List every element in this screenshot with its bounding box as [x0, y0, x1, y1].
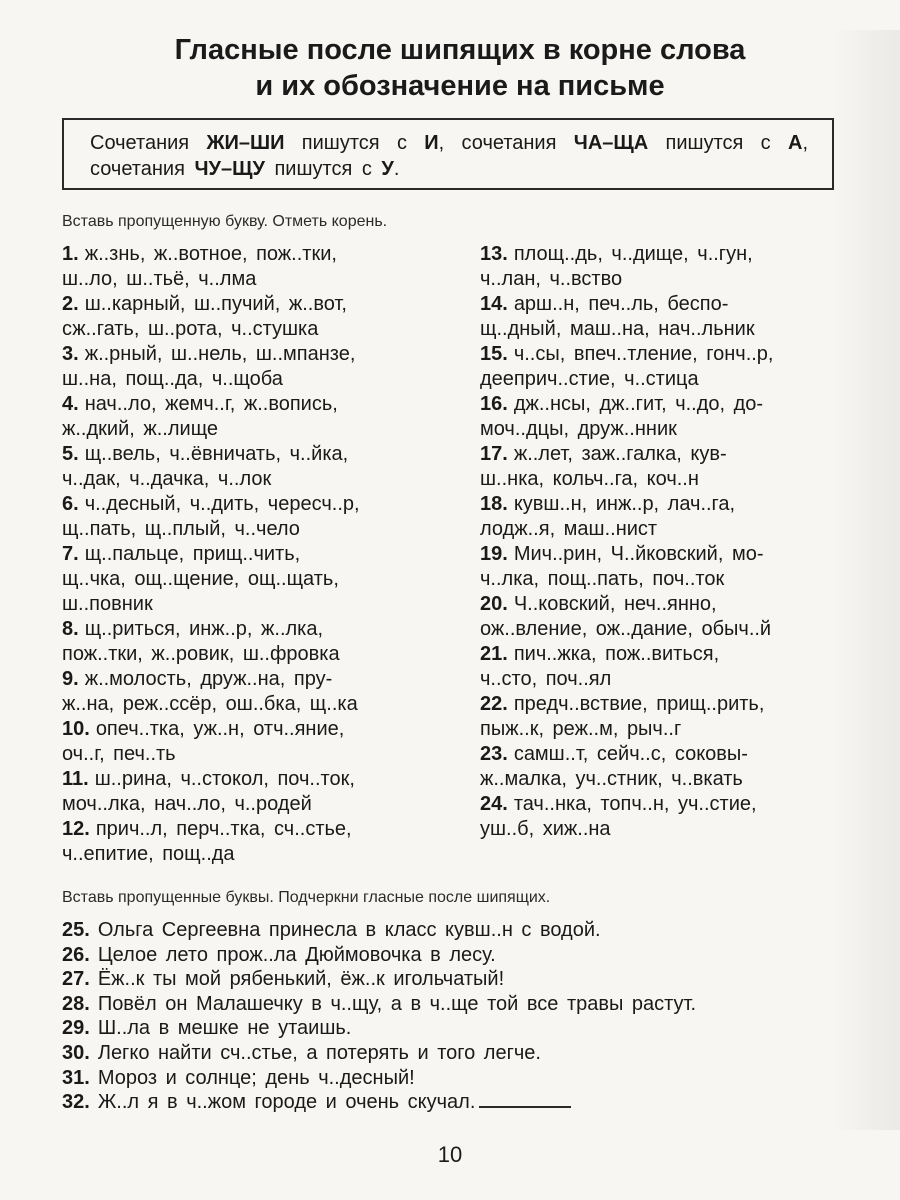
exercise-line: [62, 367, 444, 392]
exercise-text: пыж..к, реж..м, рыч..г: [480, 718, 682, 740]
exercise-text: ж..рный, ш..нель, ш..мпанзе,: [84, 343, 356, 365]
exercise-number: 21.: [480, 643, 508, 665]
exercise-line: [480, 567, 850, 592]
exercise-line: [62, 842, 444, 867]
exercise-line: [62, 792, 444, 817]
exercise-number: 5.: [62, 443, 79, 465]
exercise-line: [480, 317, 850, 342]
exercise-number: 13.: [480, 243, 508, 265]
exercise-number: 11.: [62, 768, 89, 790]
exercise-item: [62, 292, 444, 342]
exercise-text: уш..б, хиж..на: [480, 818, 611, 840]
exercise-text: ч..десный, ч..дить, чересч..р,: [84, 493, 360, 515]
sentence-item: [62, 918, 862, 943]
exercise-line: [62, 592, 444, 617]
exercise-item: [62, 767, 444, 817]
exercise-line: [62, 392, 444, 417]
sentence-number: 30.: [62, 1041, 90, 1064]
exercise-number: 19.: [480, 543, 508, 565]
exercise-column-left: [62, 242, 444, 867]
exercise-number: 20.: [480, 593, 508, 615]
sentence-text: Повёл он Малашечку в ч..щу, а в ч..ще той все травы растут.: [97, 992, 697, 1015]
exercise-item: [62, 342, 444, 392]
exercise-item: [480, 692, 850, 742]
rule-text: пишутся с: [284, 132, 425, 154]
sentence-number: 25.: [62, 919, 90, 941]
exercise-item: [62, 242, 444, 292]
exercise-line: [62, 767, 444, 792]
page-title-line-2: и их обозначение на письме: [255, 70, 665, 102]
exercise-text: щ..чка, ощ..щение, ощ..щать,: [62, 568, 339, 590]
sentence-item: [62, 967, 862, 992]
rule-text: пишутся с: [264, 158, 382, 180]
exercise-line: [480, 592, 850, 617]
exercise-text: ш..ло, ш..тьё, ч..лма: [62, 268, 257, 290]
exercise-text: щ..пальце, прищ..чить,: [84, 543, 301, 565]
exercise-text: щ..вель, ч..ёвничать, ч..йка,: [84, 443, 349, 465]
exercise-number: 17.: [480, 443, 508, 465]
exercise-item: [62, 542, 444, 617]
exercise-text: ш..на, пощ..да, ч..щоба: [62, 368, 283, 390]
exercise-line: [480, 642, 850, 667]
exercise-line: [62, 317, 444, 342]
exercise-line: [480, 517, 850, 542]
sentence-number: 28.: [62, 992, 90, 1015]
instruction-fill-letters-underline: Вставь пропущенные буквы. Подчеркни гласные после шипящих.: [62, 889, 551, 906]
exercise-line: [480, 717, 850, 742]
exercise-text: щ..риться, инж..р, ж..лка,: [84, 618, 324, 640]
exercise-line: [480, 542, 850, 567]
rule-letter-a: А: [788, 132, 803, 154]
exercise-number: 9.: [62, 668, 79, 690]
exercise-line: [62, 492, 444, 517]
exercise-text: самш..т, сейч..с, соковы-: [513, 743, 748, 765]
exercise-text: тач..нка, топч..н, уч..стие,: [513, 793, 757, 815]
instruction-fill-letter: Вставь пропущенную букву. Отметь корень.: [62, 213, 388, 230]
exercise-column-right: [480, 242, 850, 842]
exercise-line: [62, 342, 444, 367]
exercise-text: дееприч..стие, ч..стица: [480, 368, 699, 390]
exercise-line: [62, 292, 444, 317]
exercise-item: [480, 642, 850, 692]
exercise-line: [62, 417, 444, 442]
exercise-item: [62, 492, 444, 542]
exercise-line: [62, 242, 444, 267]
sentence-text: Ж..л я в ч..жом городе и очень скучал.: [97, 1091, 476, 1114]
sentence-item: [62, 1016, 862, 1041]
exercise-number: 1.: [62, 243, 79, 265]
exercise-item: [62, 717, 444, 767]
exercise-item: [62, 617, 444, 667]
exercise-line: [480, 817, 850, 842]
exercise-line: [480, 667, 850, 692]
exercise-text: опеч..тка, уж..н, отч..яние,: [95, 718, 345, 740]
exercise-text: ож..вление, ож..дание, обыч..й: [480, 618, 772, 640]
exercise-number: 24.: [480, 793, 508, 815]
exercise-text: ш..повник: [62, 593, 153, 615]
sentence-exercises: [62, 918, 862, 1115]
exercise-item: [480, 442, 850, 492]
exercise-line: [480, 392, 850, 417]
exercise-number: 2.: [62, 293, 79, 315]
sentence-number: 32.: [62, 1091, 90, 1114]
exercise-line: [480, 342, 850, 367]
exercise-number: 10.: [62, 718, 90, 740]
exercise-text: сж..гать, ш..рота, ч..стушка: [62, 318, 319, 340]
exercise-text: щ..пать, щ..плый, ч..чело: [62, 518, 300, 540]
exercise-line: [62, 617, 444, 642]
answer-underline: [479, 1092, 571, 1108]
exercise-line: [480, 367, 850, 392]
exercise-line: [62, 742, 444, 767]
sentence-number: 29.: [62, 1017, 90, 1040]
exercise-line: [480, 792, 850, 817]
exercise-number: 14.: [480, 293, 508, 315]
exercise-line: [480, 242, 850, 267]
exercise-line: [62, 667, 444, 692]
exercise-text: ш..карный, ш..пучий, ж..вот,: [84, 293, 347, 315]
exercise-item: [62, 442, 444, 492]
sentence-item: [62, 1041, 862, 1066]
exercise-number: 16.: [480, 393, 508, 415]
exercise-text: ж..на, реж..ссёр, ош..бка, щ..ка: [62, 693, 358, 715]
exercise-line: [480, 417, 850, 442]
rule-text: пишутся с: [648, 132, 789, 154]
exercise-line: [480, 767, 850, 792]
exercise-text: прич..л, перч..тка, сч..стье,: [95, 818, 352, 840]
exercise-item: [62, 392, 444, 442]
exercise-text: ч..дак, ч..дачка, ч..лок: [62, 468, 272, 490]
exercise-line: [62, 517, 444, 542]
exercise-line: [480, 292, 850, 317]
rule-text: , сочетания: [90, 132, 809, 180]
exercise-text: пож..тки, ж..ровик, ш..фровка: [62, 643, 340, 665]
exercise-text: площ..дь, ч..дище, ч..гун,: [513, 243, 753, 265]
exercise-text: ч..лан, ч..вство: [480, 268, 623, 290]
exercise-text: щ..дный, маш..на, нач..льник: [480, 318, 755, 340]
sentence-number: 27.: [62, 968, 90, 991]
exercise-text: дж..нсы, дж..гит, ч..до, до-: [513, 393, 764, 415]
sentence-number: 31.: [62, 1066, 90, 1089]
exercise-text: ж..малка, уч..стник, ч..вкать: [480, 768, 743, 790]
exercise-item: [480, 742, 850, 792]
exercise-number: 15.: [480, 343, 508, 365]
rule-zhi-shi: ЖИ–ШИ: [206, 132, 285, 154]
exercise-number: 4.: [62, 393, 79, 415]
exercise-line: [62, 717, 444, 742]
exercise-text: Ч..ковский, неч..янно,: [513, 593, 717, 615]
sentence-item: [62, 1066, 862, 1091]
exercise-text: арш..н, печ..ль, беспо-: [513, 293, 729, 315]
exercise-text: ж..молость, друж..на, пру-: [84, 668, 333, 690]
exercise-item: [480, 592, 850, 642]
sentence-text: Ш..ла в мешке не утаишь.: [97, 1017, 352, 1040]
rule-letter-i: И: [424, 132, 439, 154]
sentence-item: [62, 943, 862, 968]
exercise-line: [62, 467, 444, 492]
exercise-line: [480, 442, 850, 467]
exercise-text: кувш..н, инж..р, лач..га,: [513, 493, 736, 515]
exercise-line: [480, 742, 850, 767]
exercise-line: [62, 692, 444, 717]
sentence-text: Целое лето прож..ла Дюймовочка в лесу.: [97, 943, 496, 966]
exercise-line: [480, 267, 850, 292]
rule-box: [62, 118, 834, 190]
exercise-text: ч..сы, впеч..тление, гонч..р,: [513, 343, 774, 365]
exercise-text: лодж..я, маш..нист: [480, 518, 658, 540]
page-number: 10: [437, 1142, 463, 1167]
rule-text: , сочетания: [438, 132, 574, 154]
exercise-line: [480, 692, 850, 717]
exercise-number: 18.: [480, 493, 508, 515]
page-title: [60, 32, 860, 104]
exercise-item: [480, 242, 850, 292]
rule-text: Сочетания: [90, 132, 207, 154]
rule-cha-shcha: ЧА–ЩА: [573, 132, 649, 154]
sentence-text: Легко найти сч..стье, а потерять и того легче.: [97, 1041, 541, 1064]
exercise-item: [480, 342, 850, 392]
exercise-text: оч..г, печ..ть: [62, 743, 176, 765]
exercise-line: [62, 267, 444, 292]
exercise-line: [62, 642, 444, 667]
exercise-line: [62, 817, 444, 842]
rule-text: .: [393, 158, 400, 180]
exercise-number: 3.: [62, 343, 79, 365]
exercise-number: 8.: [62, 618, 79, 640]
page-title-line-1: Гласные после шипящих в корне слова: [174, 34, 746, 66]
exercise-text: ж..дкий, ж..лище: [62, 418, 219, 440]
exercise-item: [62, 667, 444, 717]
exercise-text: ж..знь, ж..вотное, пож..тки,: [84, 243, 337, 265]
exercise-number: 7.: [62, 543, 79, 565]
exercise-item: [480, 292, 850, 342]
exercise-item: [480, 492, 850, 542]
sentence-text: Ольга Сергеевна принесла в класс кувш..н с водой.: [97, 919, 601, 941]
exercise-item: [480, 392, 850, 442]
sentence-item: [62, 1090, 862, 1115]
exercise-number: 23.: [480, 743, 508, 765]
rule-chu-shchu: ЧУ–ЩУ: [194, 158, 265, 180]
exercise-text: нач..ло, жемч..г, ж..вопись,: [84, 393, 338, 415]
exercise-number: 6.: [62, 493, 79, 515]
exercise-text: ч..епитие, пощ..да: [62, 843, 235, 865]
exercise-item: [480, 542, 850, 592]
exercise-text: ч..лка, пощ..пать, поч..ток: [480, 568, 725, 590]
exercise-line: [62, 442, 444, 467]
exercise-text: моч..дцы, друж..нник: [480, 418, 677, 440]
exercise-number: 22.: [480, 693, 508, 715]
sentence-number: 26.: [62, 943, 90, 966]
exercise-text: Мич..рин, Ч..йковский, мо-: [513, 543, 764, 565]
sentence-text: Ёж..к ты мой рябенький, ёж..к игольчатый!: [97, 968, 505, 991]
exercise-text: пич..жка, пож..виться,: [513, 643, 720, 665]
exercise-text: ш..рина, ч..стокол, поч..ток,: [94, 768, 355, 790]
exercise-line: [62, 567, 444, 592]
rule-letter-u: У: [381, 158, 394, 180]
exercise-number: 12.: [62, 818, 90, 840]
exercise-text: ж..лет, заж..галка, кув-: [513, 443, 727, 465]
exercise-text: предч..вствие, прищ..рить,: [513, 693, 765, 715]
exercise-item: [480, 792, 850, 842]
exercise-text: ш..нка, кольч..га, коч..н: [480, 468, 699, 490]
sentence-item: [62, 992, 862, 1017]
exercise-line: [480, 492, 850, 517]
exercise-line: [62, 542, 444, 567]
exercise-text: ч..сто, поч..ял: [480, 668, 612, 690]
exercise-line: [480, 467, 850, 492]
exercise-text: моч..лка, нач..ло, ч..родей: [62, 793, 312, 815]
exercise-item: [62, 817, 444, 867]
exercise-line: [480, 617, 850, 642]
sentence-text: Мороз и солнце; день ч..десный!: [97, 1066, 415, 1089]
